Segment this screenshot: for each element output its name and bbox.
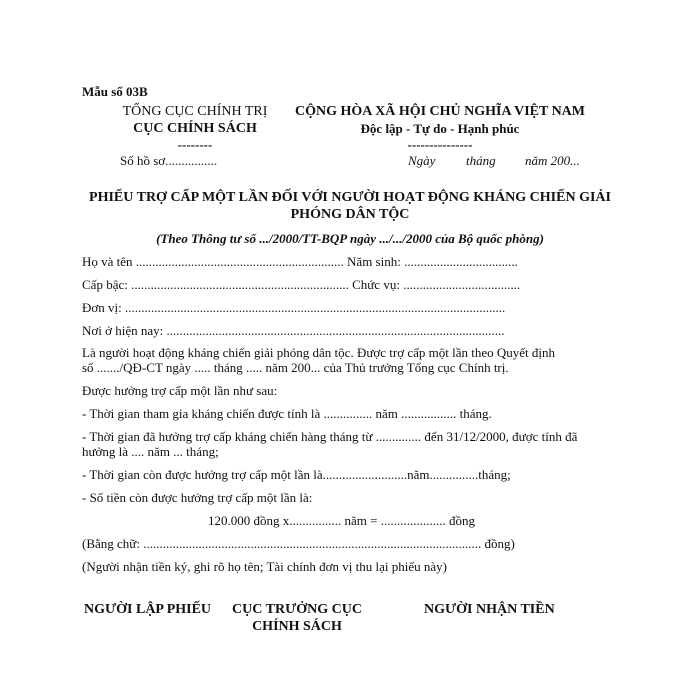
field-name-birth-year: Họ và tên ................................................................ Năm sinh: ................................... [82, 254, 518, 269]
signature-director-line2: CHÍNH SÁCH [252, 619, 342, 634]
field-unit: Đơn vị: ..................................................................................................................... [82, 300, 506, 315]
signature-receiver: NGƯỜI NHẬN TIỀN [424, 602, 555, 617]
amount-formula: 120.000 đồng x................ năm = .................... đồng [208, 513, 475, 528]
field-rank-position: Cấp bậc: ................................................................... Chức vụ: .................................... [82, 277, 521, 292]
form-number: Mẫu số 03B [82, 84, 148, 99]
left-header-divider: -------- [177, 137, 213, 152]
signature-director-line1: CỤC TRƯỞNG CỤC [232, 602, 362, 617]
form-title-line2: PHÓNG DÂN TỘC [290, 207, 410, 222]
field-residence: Nơi ở hiện nay: ........................................................................................................ [82, 323, 505, 338]
decision-paragraph-line2: số ......./QĐ-CT ngày ..... tháng ..... năm 200... của Thủ trưởng Tổng cục Chính trị. [82, 360, 509, 375]
org-general-department: TỔNG CỤC CHÍNH TRỊ [122, 104, 268, 119]
item-remaining-time: - Thời gian còn được hưởng trợ cấp một lần là..........................năm...............tháng; [82, 467, 511, 482]
date-month: tháng [466, 153, 496, 168]
amount-in-words: (Bằng chữ: ........................................................................................................ đồng) [82, 536, 515, 551]
receipt-note: (Người nhận tiền ký, ghi rõ họ tên; Tài chính đơn vị thu lại phiếu này) [82, 559, 447, 574]
signature-preparer: NGƯỜI LẬP PHIẾU [84, 602, 212, 617]
date-year: năm 200... [525, 153, 580, 168]
item-remaining-amount: - Số tiền còn được hưởng trợ cấp một lần là: [82, 490, 313, 505]
form-subtitle: (Theo Thông tư số .../2000/TT-BQP ngày .../.../2000 của Bộ quốc phòng) [156, 231, 544, 246]
country-name: CỘNG HÒA XÃ HỘI CHỦ NGHĨA VIỆT NAM [294, 104, 585, 119]
form-title-line1: PHIẾU TRỢ CẤP MỘT LẦN ĐỐI VỚI NGƯỜI HOẠT ĐỘNG KHÁNG CHIẾN GIẢI [89, 190, 611, 205]
date-day: Ngày [408, 153, 436, 168]
item-monthly-allowance-line1: - Thời gian đã hưởng trợ cấp kháng chiến hàng tháng từ .............. đến 31/12/2000, được tính đã [82, 429, 578, 444]
right-header-divider: --------------- [407, 137, 473, 152]
file-number: Số hồ sơ................ [120, 153, 218, 168]
entitlement-heading: Được hưởng trợ cấp một lần như sau: [82, 383, 278, 398]
decision-paragraph-line1: Là người hoạt động kháng chiến giải phóng dân tộc. Được trợ cấp một lần theo Quyết định [82, 345, 555, 360]
national-motto: Độc lập - Tự do - Hạnh phúc [360, 121, 520, 136]
item-resistance-time: - Thời gian tham gia kháng chiến được tính là ............... năm ................. tháng. [82, 406, 492, 421]
org-policy-department: CỤC CHÍNH SÁCH [133, 121, 257, 136]
item-monthly-allowance-line2: hưởng là .... năm ... tháng; [82, 444, 219, 459]
